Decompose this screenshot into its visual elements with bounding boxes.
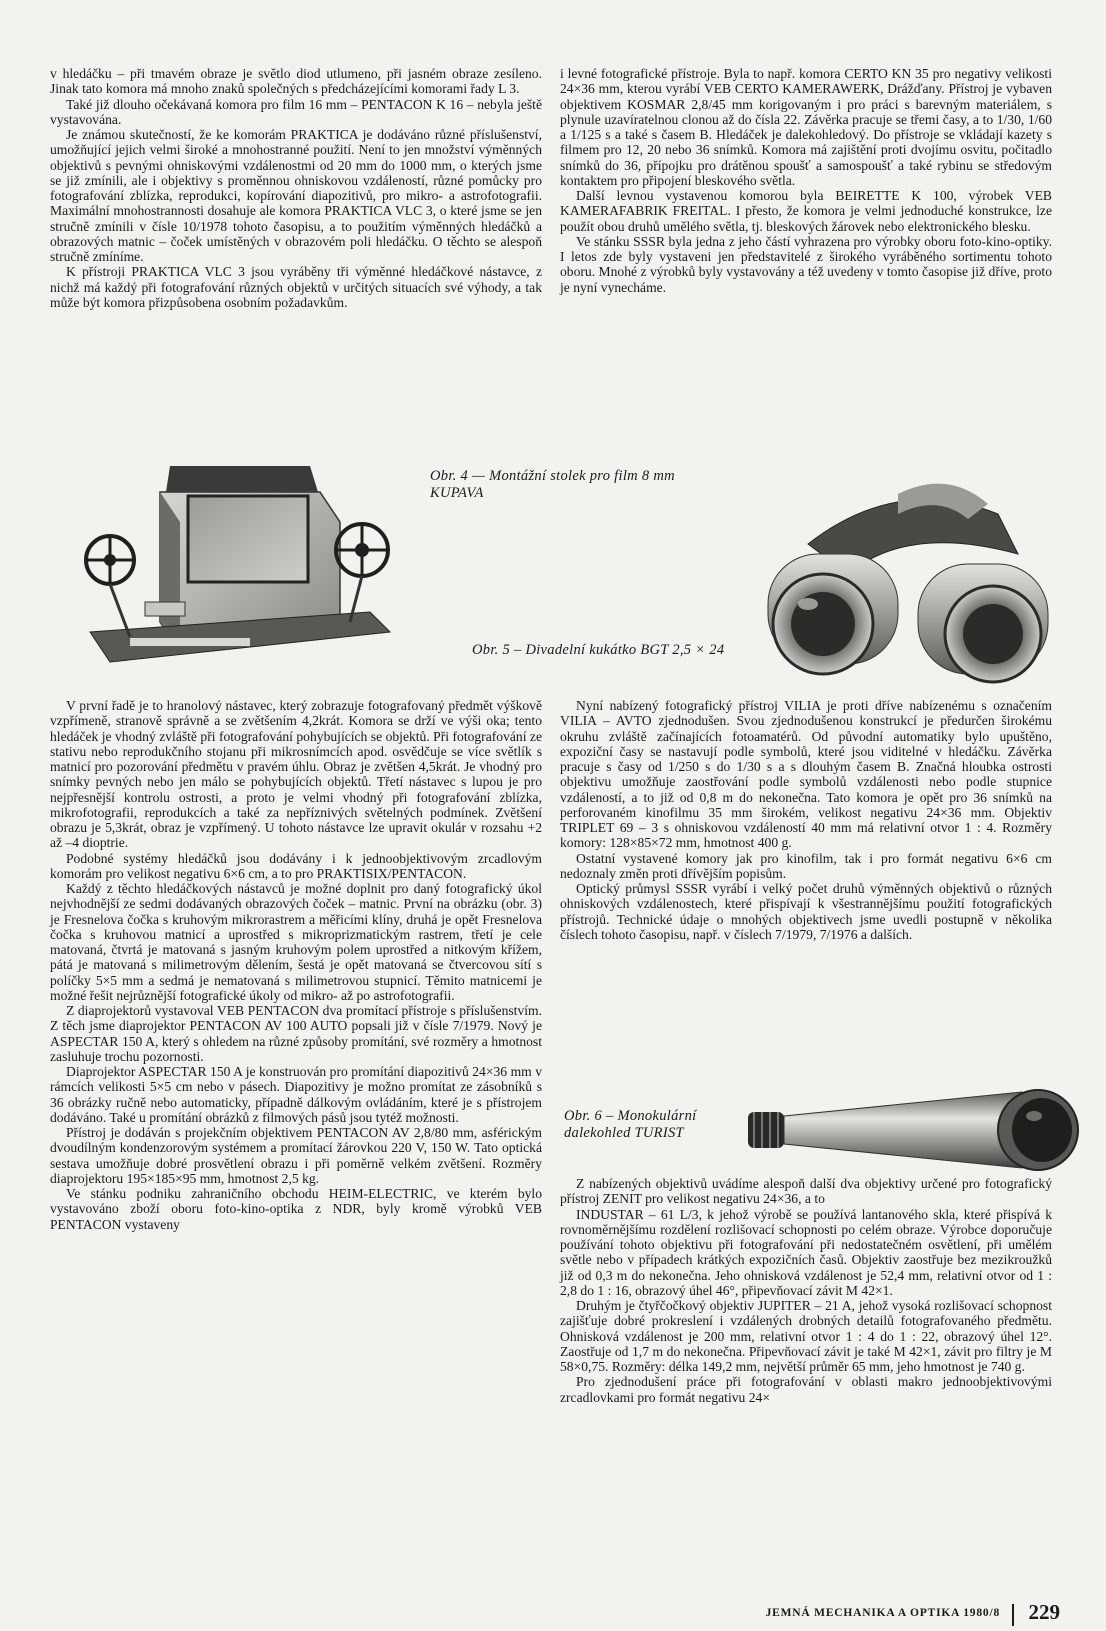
paragraph: Diaprojektor ASPECTAR 150 A je konstruován pro promítání diapozitivů 24×36 mm v rámcích velikosti 5×5 cm nebo v pásech. Diapozitivy je možno promítat ze zásobníků s 36 obrázky ručně nebo automaticky, případně dálkovým ovládáním, které je s přístrojem dodáváno. Také u promítání obrázků z filmových pásů jsou tytéž možnosti. [50, 1064, 542, 1125]
bottom-right-column [560, 1176, 1052, 1405]
paragraph: K přístroji PRAKTICA VLC 3 jsou vyráběny tři výměnné hledáčkové nástavce, z nichž má každý při fotografování různých objektů v určitých situacích své výhody, a tak může být komora přizpůsobena osobním požadavkům. [50, 264, 542, 310]
paragraph: Každý z těchto hledáčkových nástavců je možné doplnit pro daný fotografický úkol nejvhodnější ze sedmi dodávaných obrazových čoček – matnic. První na obrázku (obr. 3) je Fresnelova čočka s kruhovým mikrorastrem a měřicími klíny, druhá je opět Fresnelova čočka s kruhovou matnicí a uprostřed s mikroprizmatickým rastrem, třetí je cele matovaná, čtvrtá je matovaná s jasným kruhovým polem uprostřed a nitkovým křížem, pátá je matovaná s milimetrovým dělením, šestá je opět matovaná se čtvercovou sítí s políčky 5×5 mm a sedmá je nematovaná s milimetrovou stupnicí. Těmito matnicemi je možné řešit nejrůznější fotografické úkoly od mikro- až po astrofotografii. [50, 881, 542, 1003]
turist-monocular-photo [742, 1086, 1088, 1172]
paragraph: Podobné systémy hledáčků jsou dodávány i k jednoobjektivovým zrcadlovým komorám pro velikost negativu 6×6 cm, a to pro PRAKTISIX/PENTACON. [50, 850, 542, 881]
paragraph: v hledáčku – při tmavém obraze je světlo diod utlumeno, při jasném obraze zesíleno. Jinak tato komora má mnoho znaků společných s předcházejícími komorami řady L 3. [50, 66, 542, 97]
paragraph: Další levnou vystavenou komorou byla BEIRETTE K 100, výrobek VEB KAMERAFABRIK FREITAL. I přesto, že komora je velmi jednoduché konstrukce, lze použít obou druhů umělého světla, tj. bleskových žárovek nebo elektronického blesku. [560, 188, 1052, 234]
figure-caption-6: Obr. 6 – Monokulární dalekohled TURIST [564, 1108, 697, 1141]
paragraph: Je známou skutečností, že ke komorám PRAKTICA je dodáváno různé příslušenství, umožňující jejich velmi široké a mnohostranné použití. Není to jen množství výměnných objektivů s pevnými ohniskovými vzdálenostmi od 20 mm do 1000 mm, o kterých jsme se již zmínili, ale i objektivy s proměnnou ohniskovou vzdáleností, různé pomůcky pro fotografování zblízka, reprodukci, kopírování diapozitivů, pro mikro- a astrofotografii. Maximální mnohostrannosti dosahuje ale komora PRAKTICA VLC 3, o které jsme se jen stručně zmínili v čísle 10/1978 tohoto časopisu, a to použitím výměnných hledáčků a obrazových matnic – čoček umístěných v obrazovém poli hledáčku. O těchto se alespoň stručně zmíníme. [50, 127, 542, 264]
mid-right-column [560, 698, 1052, 942]
paragraph: Z diaprojektorů vystavoval VEB PENTACON dva promítací přístroje s příslušenstvím. Z těch jsme diaprojektor PENTACON AV 100 AUTO popsali již v čísle 7/1979. Nový je ASPECTAR 150 A, který s ohledem na různé způsoby promítání, své rozměry a hmotnost zasluhuje trochu pozornosti. [50, 1003, 542, 1064]
paragraph: Ostatní vystavené komory jak pro kinofilm, tak i pro formát negativu 6×6 cm nedoznaly změn proti dřívějším popisům. [560, 850, 1052, 881]
paragraph: Pro zjednodušení práce při fotografování v oblasti makro jednoobjektivovými zrcadlovkami pro formát negativu 24× [560, 1374, 1052, 1405]
page-footer [740, 1602, 1060, 1624]
paragraph: Ve stánku SSSR byla jedna z jeho částí vyhrazena pro výrobky oboru foto-kino-optiky. I letos zde byly vystaveni jen představitelé z širokého vyráběného sortimentu tohoto oboru. Mnohé z výrobků byly vystavovány a též uvedeny v tomto časopise již dříve, proto je nyní vynecháme. [560, 233, 1052, 295]
page-number: 229 [1028, 1600, 1060, 1624]
paragraph: Optický průmysl SSSR vyrábí i velký počet druhů výměnných objektivů o různých ohniskových vzdálenostech, které přispívají k všestrannějšímu použití fotografických přístrojů. Technické údaje o mnohých objektivech jsme uvedli postupně v několika číslech tohoto časopisu, např. v číslech 7/1979, 7/1976 a dalších. [560, 881, 1052, 942]
paragraph: V první řadě je to hranolový nástavec, který zobrazuje fotografovaný předmět výškově vzpřímeně, stranově správně a se zvětšením 4,2krát. Komora se drží ve výši oka; tento hledáček je vhodný zvláště při fotografování pohybujících se objektů. Při fotografování ze stativu nebo reprodukčního stojanu při mikrosnímcích apod. osvědčuje se více světlík s matnicí pro pozorování předmětu v pravém úhlu. Obraz je zvětšen 4,5krát. Je vhodný pro snímky pevných nebo jen málo se pohybujících objektů. Třetí nástavec s lupou je pro nejpřesnější kontrolu ostrosti, a proto je velmi vhodný při fotografování zblízka, mikrofotografii, reprodukcích a také za nepříznivých světelných podmínek. Zvětšení obrazu je 5,3krát, obraz je vzpřímený. U tohoto nástavce lze upravit okulár v rozsahu +2 až –4 dioptrie. [50, 698, 542, 851]
bgt-opera-glasses-photo [748, 474, 1068, 694]
kupava-editor-photo [70, 462, 400, 684]
paragraph: Ve stánku podniku zahraničního obchodu HEIM-ELECTRIC, ve kterém bylo vystavováno zboží oboru foto-kino-optika z NDR, byly kromě výrobků VEB PENTACON vystaveny [50, 1186, 542, 1232]
paragraph: Z nabízených objektivů uvádíme alespoň další dva objektivy určené pro fotografický přístroj ZENIT pro velikost negativu 24×36, a to [560, 1176, 1052, 1207]
top-left-column [50, 66, 542, 310]
footer-divider [1012, 1604, 1014, 1626]
mid-left-column [50, 698, 542, 1232]
top-right-column [560, 66, 1052, 295]
paragraph: Také již dlouho očekávaná komora pro film 16 mm – PENTACON K 16 – nebyla ještě vystavována. [50, 96, 542, 127]
figure-caption-4: Obr. 4 — Montážní stolek pro film 8 mm KUPAVA [430, 468, 675, 501]
paragraph: Druhým je čtyřčočkový objektiv JUPITER – 21 A, jehož vysoká rozlišovací schopnost zajišťuje dobré prokreslení i vzdálených drobných detailů fotografovaného předmětu. Ohnisková vzdálenost je 200 mm, relativní otvor 1 : 4 do 1 : 22, obrazový úhel 12°. Zaostřuje od 1,7 m do nekonečna. Připevňovací závit je také M 42×1, závit pro filtry je M 58×0,75. Rozměry: délka 149,2 mm, největší průměr 65 mm, jeho hmotnost je 740 g. [560, 1298, 1052, 1374]
paragraph: Přístroj je dodáván s projekčním objektivem PENTACON AV 2,8/80 mm, asférickým dvoudílným kondenzorovým systémem a promítací žárovkou 220 V, 150 W. Tato optická sestava umožňuje dobré prosvětlení obrazu i při poměrně velkém zvětšení. Rozměry diaprojektoru 195×185×95 mm, hmotnost 2,5 kg. [50, 1125, 542, 1186]
figure-caption-5: Obr. 5 – Divadelní kukátko BGT 2,5 × 24 [472, 642, 725, 658]
paragraph: INDUSTAR – 61 L/3, k jehož výrobě se používá lantanového skla, které přispívá k rovnoměrnějšímu rozdělení rozlišovací schopnosti po celém obraze. Výrobce doporučuje používání tohoto objektivu při fotografování při nedostatečném osvětlení, při umělém světle nebo v případech krátkých expozičních časů. Objektiv zaostřuje bez mezikroužků již od 0,3 m do nekonečna. Jeho ohnisková vzdálenost je 52,4 mm, relativní otvor od 1 : 2,8 do 1 : 16, obrazový úhel 46°, připevňovací závit M 42×1. [560, 1206, 1052, 1298]
paragraph: i levné fotografické přístroje. Byla to např. komora CERTO KN 35 pro negativy velikosti 24×36 mm, kterou vyrábí VEB CERTO KAMERAWERK, Drážďany. Přístroj je vybaven objektivem KOSMAR 2,8/45 mm korigovaným i pro práci s barevným materiálem, s plynule uzavíratelnou clonou až do čísla 22. Závěrka pracuje se třemi časy, a to 1/30, 1/60 a 1/125 s a také s časem B. Hledáček je dalekohledový. Do přístroje se vkládají kazety s filmem pro 12, 20 nebo 36 snímků. Komora má zajištění proti dvojímu osvitu, počitadlo snímků do 36, přípojku pro drátěnou spoušť a samospoušť a také rybinu se středovým kontaktem pro připojení bleskového světla. [560, 66, 1052, 188]
paragraph: Nyní nabízený fotografický přístroj VILIA je proti dříve nabízenému s označením VILIA – AVTO zjednodušen. Svou zjednodušenou konstrukcí je předurčen širokému okruhu zvláště začínajících fotoamatérů. Od původní automatiky bylo upuštěno, expoziční časy se nastavují podle symbolů, které jsou viditelné v hledáčku. Závěrka pracuje s časy od 1/250 s do 1/30 s a s dlouhým časem B. Značná hloubka ostrosti objektivu umožňuje zaostřování podle symbolů vzdálenosti nebo podle stupnice vzdáleností, a to již od 0,8 m do nekonečna. Tato komora je opět pro 36 snímků na perforovaném kinofilmu 35 mm širokém, velikost negativu 24×36 mm. Objektiv TRIPLET 69 – 3 s ohniskovou vzdáleností 40 mm má relativní otvor 1 : 4. Rozměry komory: 128×85×72 mm, hmotnost 400 g. [560, 698, 1052, 851]
publication-name: JEMNÁ MECHANIKA A OPTIKA 1980/8 [765, 1607, 1000, 1619]
